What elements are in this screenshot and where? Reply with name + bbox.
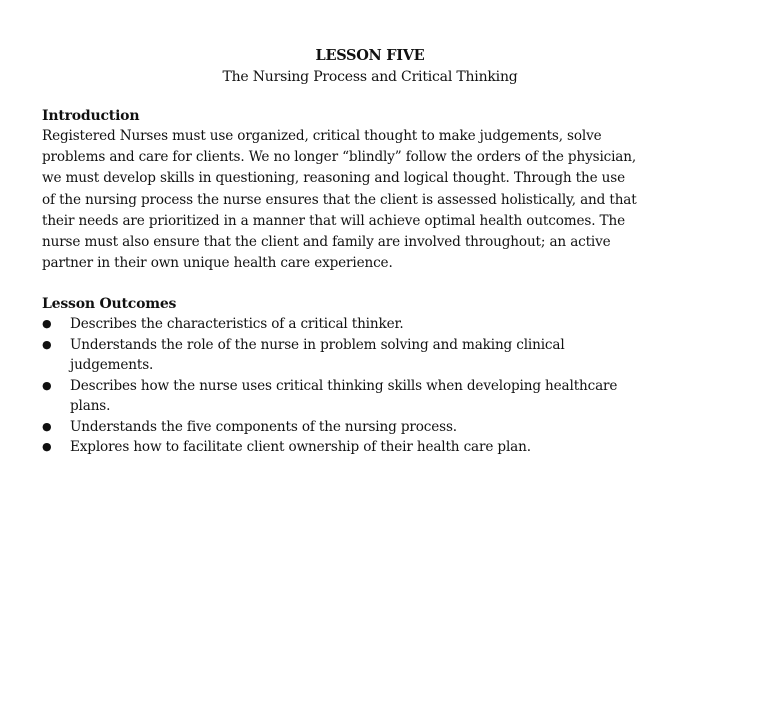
paragraph-line: their needs are prioritized in a manner that will achieve optimal health outcomes. The <box>42 212 625 229</box>
outcome-item <box>42 314 702 335</box>
lesson-title: LESSON FIVE <box>315 47 425 64</box>
outcome-item <box>42 437 702 458</box>
outcome-text: Understands the role of the nurse in problem solving and making clinical <box>70 336 565 353</box>
lesson-outcomes-heading: Lesson Outcomes <box>42 296 177 312</box>
outcome-item <box>42 335 702 376</box>
paragraph-line: problems and care for clients. We no longer “blindly” follow the orders of the physician, <box>42 149 637 166</box>
lesson-outcomes-section <box>42 294 702 458</box>
outcome-text-continued: plans. <box>70 398 111 414</box>
bullet-icon: ● <box>42 378 52 392</box>
paragraph-line: we must develop skills in questioning, reasoning and logical thought. Through the use <box>42 170 625 187</box>
bullet-icon: ● <box>42 440 52 453</box>
outcome-text: Explores how to facilitate client ownership of their health care plan. <box>70 439 531 455</box>
outcome-text-continued: judgements. <box>70 357 154 373</box>
outcome-list <box>42 314 702 458</box>
paragraph-line: of the nursing process the nurse ensures that the client is assessed holistically, and that <box>42 191 637 208</box>
outcome-text: Understands the five components of the nursing process. <box>70 418 457 435</box>
introduction-heading: Introduction <box>42 108 140 124</box>
introduction-section <box>42 106 682 274</box>
document-header <box>0 45 740 87</box>
outcome-text: Describes the characteristics of a critical thinker. <box>70 316 404 332</box>
paragraph-line: nurse must also ensure that the client and family are involved throughout; an active <box>42 234 611 251</box>
introduction-paragraph <box>42 126 682 274</box>
bullet-icon: ● <box>42 337 52 351</box>
outcome-item <box>42 417 702 438</box>
outcome-text: Describes how the nurse uses critical thinking skills when developing healthcare <box>70 377 618 394</box>
outcome-item <box>42 376 702 417</box>
paragraph-line: partner in their own unique health care experience. <box>42 255 393 272</box>
paragraph-line: Registered Nurses must use organized, critical thought to make judgements, solve <box>42 128 602 144</box>
lesson-subtitle: The Nursing Process and Critical Thinking <box>222 69 518 85</box>
bullet-icon: ● <box>42 317 52 330</box>
bullet-icon: ● <box>42 419 52 433</box>
